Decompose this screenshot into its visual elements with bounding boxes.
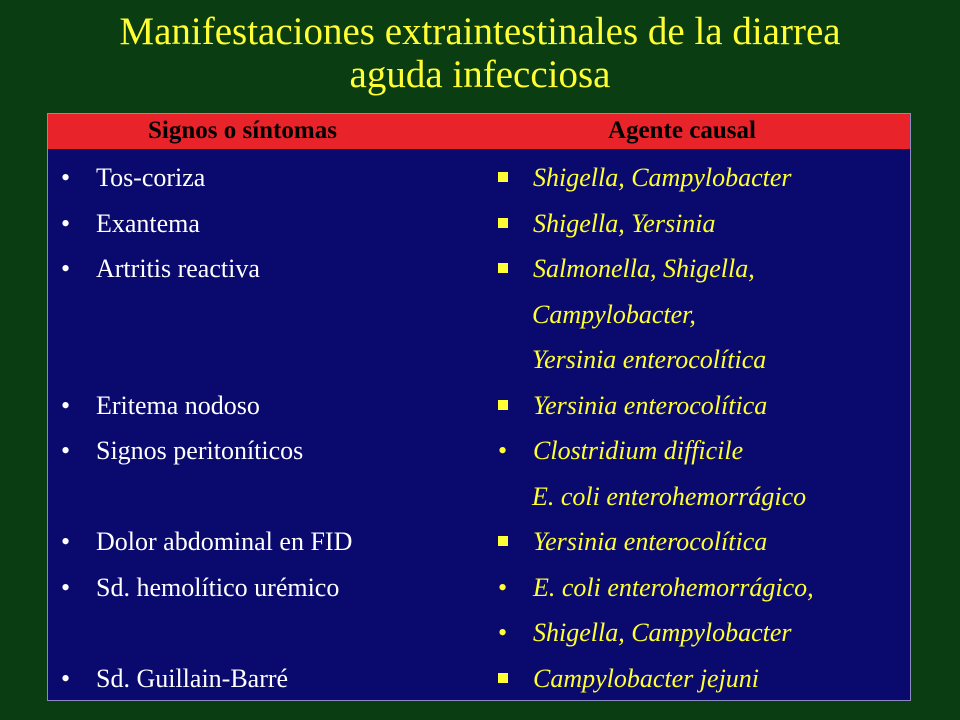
table-row: [48, 519, 910, 565]
symptom-cell: [61, 519, 352, 565]
agent-cell: [498, 656, 759, 702]
square-bullet-icon: [498, 400, 508, 410]
square-bullet-icon: [498, 172, 508, 182]
square-bullet-icon: [498, 673, 508, 683]
table-row: [48, 201, 910, 247]
symptom-cell: [61, 428, 303, 474]
agent-cell: [498, 292, 696, 338]
symptom-text: Sd. Guillain-Barré: [96, 663, 289, 693]
table-row: [48, 656, 910, 702]
table-row: [48, 155, 910, 201]
symptom-text: Tos-coriza: [96, 163, 206, 192]
agent-cell: [498, 246, 755, 292]
agent-cell: [498, 519, 767, 565]
symptom-cell: [61, 246, 260, 292]
table-row: [48, 383, 910, 429]
table-row: [48, 292, 910, 338]
title-line-1: Manifestaciones extraintestinales de la diarrea: [119, 10, 841, 53]
agent-cell: [498, 610, 792, 656]
symptom-text: Exantema: [96, 208, 200, 238]
agent-text: Shigella, Campylobacter: [533, 163, 792, 192]
agent-text: Campylobacter jejuni: [533, 663, 760, 693]
symptom-text: Eritema nodoso: [96, 390, 260, 420]
symptom-text: Artritis reactiva: [96, 254, 260, 283]
agent-text: Yersinia enterocolítica: [533, 527, 768, 556]
bullet-icon: •: [498, 572, 508, 602]
table-header: [48, 114, 910, 149]
agent-cell: [498, 428, 743, 474]
agent-cell: [498, 565, 814, 611]
table-row: [48, 337, 910, 383]
slide-title: [0, 10, 960, 96]
bullet-icon: •: [498, 618, 508, 647]
symptom-cell: [61, 155, 205, 201]
table-row: [48, 474, 910, 520]
agent-cell: [498, 201, 716, 247]
agent-text: Yersinia enterocolítica: [533, 390, 768, 420]
table-row: [48, 565, 910, 611]
header-agente: Agente causal: [608, 117, 756, 144]
table-row: [48, 610, 910, 656]
agent-cell: [498, 337, 766, 383]
symptom-cell: [61, 565, 339, 611]
header-signos: Signos o síntomas: [148, 117, 337, 144]
symptom-text: Dolor abdominal en FID: [96, 527, 353, 556]
symptom-text: Signos peritoníticos: [96, 436, 304, 465]
square-bullet-icon: [498, 536, 508, 546]
agent-text: Shigella, Yersinia: [533, 208, 716, 238]
table-body: [48, 155, 910, 701]
agent-text: E. coli enterohemorrágico: [532, 481, 807, 511]
bullet-icon: •: [61, 163, 71, 192]
square-bullet-icon: [498, 218, 508, 228]
symptom-cell: [61, 656, 288, 702]
agent-cell: [498, 474, 806, 520]
bullet-icon: •: [61, 572, 71, 602]
agent-text: Yersinia enterocolítica: [532, 345, 767, 374]
agent-text: Clostridium difficile: [533, 436, 744, 465]
bullet-icon: •: [61, 208, 71, 238]
bullet-icon: •: [61, 527, 71, 556]
symptom-cell: [61, 201, 200, 247]
bullet-icon: •: [61, 390, 71, 420]
agent-text: Shigella, Campylobacter: [533, 618, 792, 647]
title-line-2: aguda infecciosa: [349, 53, 611, 96]
agent-text: Campylobacter,: [532, 299, 696, 329]
agent-cell: [498, 383, 767, 429]
bullet-icon: •: [61, 663, 71, 693]
bullet-icon: •: [498, 436, 508, 465]
table-row: [48, 428, 910, 474]
square-bullet-icon: [498, 263, 508, 273]
symptom-text: Sd. hemolítico urémico: [96, 572, 340, 602]
table-panel: [47, 113, 911, 701]
bullet-icon: •: [61, 254, 71, 283]
bullet-icon: •: [61, 436, 71, 465]
table-row: [48, 246, 910, 292]
agent-text: E. coli enterohemorrágico,: [533, 572, 814, 602]
symptom-cell: [61, 383, 260, 429]
agent-cell: [498, 155, 792, 201]
agent-text: Salmonella, Shigella,: [533, 254, 755, 283]
